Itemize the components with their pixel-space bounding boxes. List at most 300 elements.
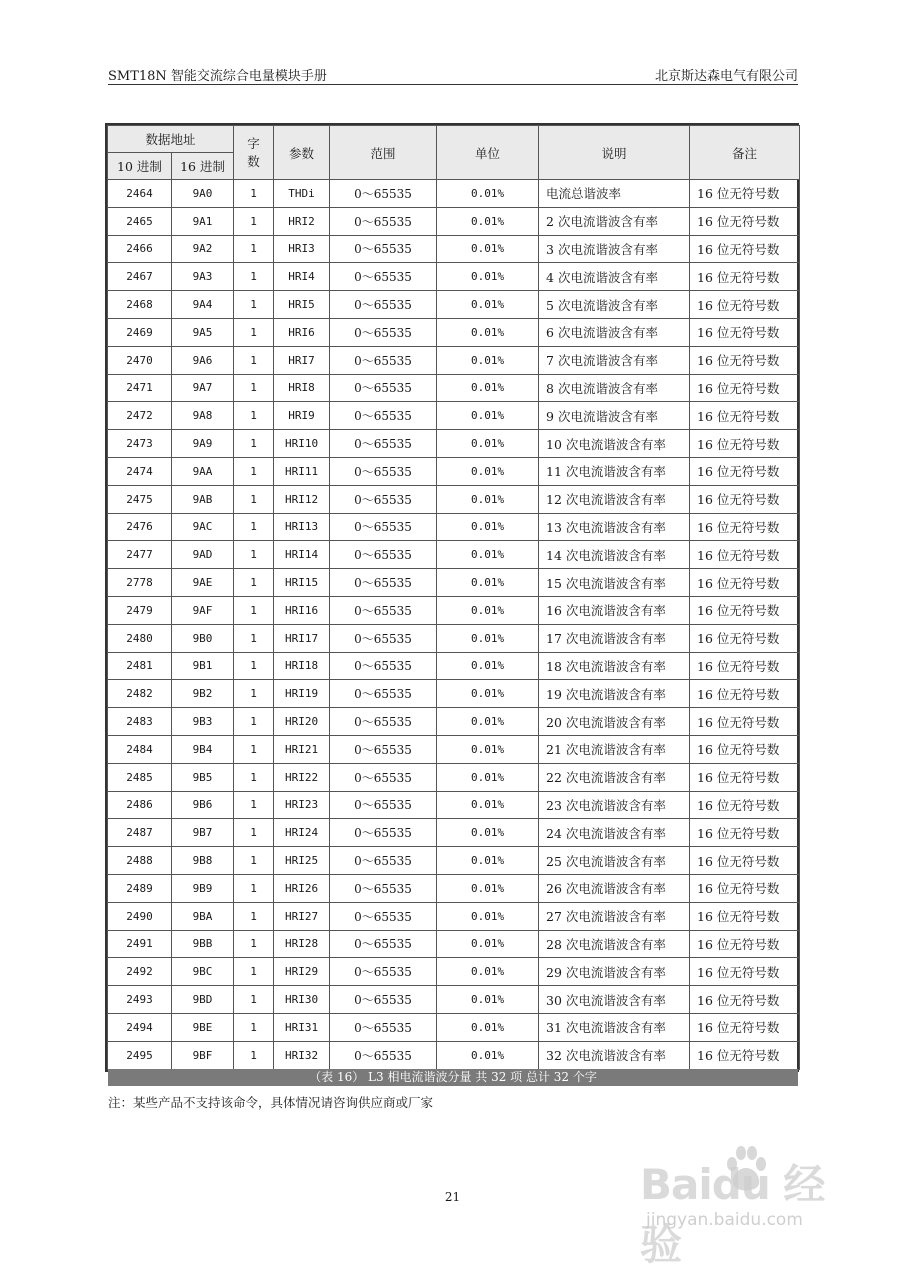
cell-note: 16 位无符号数 bbox=[690, 652, 800, 680]
cell-dec: 2465 bbox=[108, 207, 172, 235]
cell-hex: 9A8 bbox=[172, 402, 234, 430]
cell-range: 0～65535 bbox=[330, 235, 437, 263]
cell-range: 0～65535 bbox=[330, 569, 437, 597]
cell-hex: 9B6 bbox=[172, 791, 234, 819]
cell-words: 1 bbox=[234, 624, 274, 652]
cell-desc: 19 次电流谐波含有率 bbox=[539, 680, 690, 708]
cell-hex: 9A1 bbox=[172, 207, 234, 235]
cell-desc: 12 次电流谐波含有率 bbox=[539, 485, 690, 513]
cell-unit: 0.01% bbox=[437, 346, 539, 374]
table-row bbox=[108, 708, 800, 736]
cell-param: HRI7 bbox=[274, 346, 330, 374]
cell-param: HRI16 bbox=[274, 596, 330, 624]
cell-hex: 9A0 bbox=[172, 180, 234, 208]
table-row bbox=[108, 457, 800, 485]
cell-hex: 9AB bbox=[172, 485, 234, 513]
cell-range: 0～65535 bbox=[330, 596, 437, 624]
cell-desc: 26 次电流谐波含有率 bbox=[539, 874, 690, 902]
cell-hex: 9AC bbox=[172, 513, 234, 541]
cell-unit: 0.01% bbox=[437, 291, 539, 319]
cell-note: 16 位无符号数 bbox=[690, 791, 800, 819]
cell-desc: 13 次电流谐波含有率 bbox=[539, 513, 690, 541]
cell-note: 16 位无符号数 bbox=[690, 291, 800, 319]
cell-desc: 29 次电流谐波含有率 bbox=[539, 958, 690, 986]
cell-note: 16 位无符号数 bbox=[690, 624, 800, 652]
cell-range: 0～65535 bbox=[330, 374, 437, 402]
cell-range: 0～65535 bbox=[330, 513, 437, 541]
cell-unit: 0.01% bbox=[437, 874, 539, 902]
cell-hex: 9A4 bbox=[172, 291, 234, 319]
cell-note: 16 位无符号数 bbox=[690, 596, 800, 624]
cell-range: 0～65535 bbox=[330, 958, 437, 986]
cell-param: HRI10 bbox=[274, 430, 330, 458]
cell-hex: 9B1 bbox=[172, 652, 234, 680]
cell-words: 1 bbox=[234, 596, 274, 624]
cell-dec: 2485 bbox=[108, 763, 172, 791]
table-row bbox=[108, 624, 800, 652]
cell-range: 0～65535 bbox=[330, 402, 437, 430]
watermark-main: Baidu 经验 bbox=[640, 1160, 825, 1269]
cell-hex: 9A3 bbox=[172, 263, 234, 291]
cell-desc: 电流总谐波率 bbox=[539, 180, 690, 208]
cell-note: 16 位无符号数 bbox=[690, 958, 800, 986]
cell-unit: 0.01% bbox=[437, 735, 539, 763]
cell-unit: 0.01% bbox=[437, 1041, 539, 1069]
table-row bbox=[108, 986, 800, 1014]
cell-param: HRI19 bbox=[274, 680, 330, 708]
cell-note: 16 位无符号数 bbox=[690, 263, 800, 291]
cell-hex: 9BF bbox=[172, 1041, 234, 1069]
cell-words: 1 bbox=[234, 735, 274, 763]
header-address: 数据地址 bbox=[108, 126, 234, 153]
cell-range: 0～65535 bbox=[330, 291, 437, 319]
cell-range: 0～65535 bbox=[330, 180, 437, 208]
cell-param: HRI26 bbox=[274, 874, 330, 902]
cell-hex: 9BE bbox=[172, 1013, 234, 1041]
cell-range: 0～65535 bbox=[330, 708, 437, 736]
cell-hex: 9AD bbox=[172, 541, 234, 569]
cell-words: 1 bbox=[234, 1041, 274, 1069]
manual-title: SMT18N 智能交流综合电量模块手册 bbox=[108, 69, 327, 84]
cell-dec: 2469 bbox=[108, 318, 172, 346]
cell-param: HRI25 bbox=[274, 847, 330, 875]
table-row bbox=[108, 180, 800, 208]
header-range: 范围 bbox=[330, 126, 437, 180]
table-row bbox=[108, 374, 800, 402]
cell-param: HRI2 bbox=[274, 207, 330, 235]
cell-words: 1 bbox=[234, 986, 274, 1014]
cell-range: 0～65535 bbox=[330, 874, 437, 902]
cell-range: 0～65535 bbox=[330, 1041, 437, 1069]
table-row bbox=[108, 263, 800, 291]
cell-range: 0～65535 bbox=[330, 541, 437, 569]
cell-unit: 0.01% bbox=[437, 652, 539, 680]
cell-note: 16 位无符号数 bbox=[690, 457, 800, 485]
cell-words: 1 bbox=[234, 207, 274, 235]
cell-hex: 9A6 bbox=[172, 346, 234, 374]
cell-unit: 0.01% bbox=[437, 763, 539, 791]
cell-words: 1 bbox=[234, 791, 274, 819]
table-row bbox=[108, 680, 800, 708]
cell-note: 16 位无符号数 bbox=[690, 763, 800, 791]
cell-note: 16 位无符号数 bbox=[690, 402, 800, 430]
cell-note: 16 位无符号数 bbox=[690, 874, 800, 902]
table-row bbox=[108, 207, 800, 235]
cell-param: HRI23 bbox=[274, 791, 330, 819]
table-row bbox=[108, 958, 800, 986]
cell-desc: 14 次电流谐波含有率 bbox=[539, 541, 690, 569]
cell-dec: 2494 bbox=[108, 1013, 172, 1041]
cell-words: 1 bbox=[234, 430, 274, 458]
cell-dec: 2464 bbox=[108, 180, 172, 208]
register-table bbox=[107, 125, 800, 1070]
cell-dec: 2483 bbox=[108, 708, 172, 736]
table-row bbox=[108, 402, 800, 430]
table-row bbox=[108, 430, 800, 458]
cell-note: 16 位无符号数 bbox=[690, 485, 800, 513]
cell-desc: 25 次电流谐波含有率 bbox=[539, 847, 690, 875]
cell-dec: 2486 bbox=[108, 791, 172, 819]
cell-range: 0～65535 bbox=[330, 318, 437, 346]
cell-note: 16 位无符号数 bbox=[690, 346, 800, 374]
cell-words: 1 bbox=[234, 263, 274, 291]
table-row bbox=[108, 291, 800, 319]
cell-words: 1 bbox=[234, 346, 274, 374]
cell-param: HRI6 bbox=[274, 318, 330, 346]
table-row bbox=[108, 902, 800, 930]
cell-desc: 28 次电流谐波含有率 bbox=[539, 930, 690, 958]
cell-desc: 4 次电流谐波含有率 bbox=[539, 263, 690, 291]
cell-unit: 0.01% bbox=[437, 819, 539, 847]
table-row bbox=[108, 1041, 800, 1069]
cell-param: HRI28 bbox=[274, 930, 330, 958]
cell-hex: 9A2 bbox=[172, 235, 234, 263]
cell-words: 1 bbox=[234, 874, 274, 902]
cell-desc: 8 次电流谐波含有率 bbox=[539, 374, 690, 402]
cell-hex: 9A9 bbox=[172, 430, 234, 458]
table-row bbox=[108, 569, 800, 597]
cell-words: 1 bbox=[234, 958, 274, 986]
table-row bbox=[108, 541, 800, 569]
cell-words: 1 bbox=[234, 1013, 274, 1041]
cell-dec: 2493 bbox=[108, 986, 172, 1014]
cell-unit: 0.01% bbox=[437, 180, 539, 208]
cell-dec: 2491 bbox=[108, 930, 172, 958]
cell-words: 1 bbox=[234, 652, 274, 680]
cell-dec: 2484 bbox=[108, 735, 172, 763]
cell-words: 1 bbox=[234, 457, 274, 485]
cell-desc: 31 次电流谐波含有率 bbox=[539, 1013, 690, 1041]
cell-param: HRI17 bbox=[274, 624, 330, 652]
cell-param: THDi bbox=[274, 180, 330, 208]
cell-words: 1 bbox=[234, 318, 274, 346]
cell-unit: 0.01% bbox=[437, 457, 539, 485]
cell-dec: 2480 bbox=[108, 624, 172, 652]
cell-param: HRI22 bbox=[274, 763, 330, 791]
cell-param: HRI4 bbox=[274, 263, 330, 291]
cell-param: HRI5 bbox=[274, 291, 330, 319]
table-row bbox=[108, 763, 800, 791]
cell-hex: 9BB bbox=[172, 930, 234, 958]
cell-dec: 2490 bbox=[108, 902, 172, 930]
cell-param: HRI27 bbox=[274, 902, 330, 930]
table-row bbox=[108, 235, 800, 263]
cell-unit: 0.01% bbox=[437, 541, 539, 569]
cell-note: 16 位无符号数 bbox=[690, 930, 800, 958]
cell-desc: 23 次电流谐波含有率 bbox=[539, 791, 690, 819]
table-row bbox=[108, 346, 800, 374]
cell-note: 16 位无符号数 bbox=[690, 207, 800, 235]
cell-unit: 0.01% bbox=[437, 485, 539, 513]
cell-unit: 0.01% bbox=[437, 958, 539, 986]
cell-range: 0～65535 bbox=[330, 847, 437, 875]
cell-desc: 20 次电流谐波含有率 bbox=[539, 708, 690, 736]
header-param: 参数 bbox=[274, 126, 330, 180]
cell-param: HRI14 bbox=[274, 541, 330, 569]
cell-desc: 21 次电流谐波含有率 bbox=[539, 735, 690, 763]
cell-desc: 2 次电流谐波含有率 bbox=[539, 207, 690, 235]
cell-note: 16 位无符号数 bbox=[690, 513, 800, 541]
cell-unit: 0.01% bbox=[437, 708, 539, 736]
cell-param: HRI13 bbox=[274, 513, 330, 541]
cell-unit: 0.01% bbox=[437, 791, 539, 819]
cell-unit: 0.01% bbox=[437, 680, 539, 708]
cell-words: 1 bbox=[234, 180, 274, 208]
page-number: 21 bbox=[444, 1190, 461, 1204]
cell-dec: 2466 bbox=[108, 235, 172, 263]
cell-unit: 0.01% bbox=[437, 235, 539, 263]
cell-desc: 11 次电流谐波含有率 bbox=[539, 457, 690, 485]
cell-hex: 9B7 bbox=[172, 819, 234, 847]
cell-note: 16 位无符号数 bbox=[690, 819, 800, 847]
cell-note: 16 位无符号数 bbox=[690, 569, 800, 597]
cell-note: 16 位无符号数 bbox=[690, 541, 800, 569]
cell-unit: 0.01% bbox=[437, 569, 539, 597]
cell-param: HRI15 bbox=[274, 569, 330, 597]
cell-note: 16 位无符号数 bbox=[690, 235, 800, 263]
cell-hex: 9BA bbox=[172, 902, 234, 930]
cell-hex: 9B2 bbox=[172, 680, 234, 708]
table-row bbox=[108, 930, 800, 958]
cell-range: 0～65535 bbox=[330, 986, 437, 1014]
cell-dec: 2467 bbox=[108, 263, 172, 291]
cell-desc: 30 次电流谐波含有率 bbox=[539, 986, 690, 1014]
cell-range: 0～65535 bbox=[330, 346, 437, 374]
cell-dec: 2476 bbox=[108, 513, 172, 541]
table-row bbox=[108, 652, 800, 680]
cell-hex: 9B5 bbox=[172, 763, 234, 791]
cell-dec: 2489 bbox=[108, 874, 172, 902]
cell-dec: 2488 bbox=[108, 847, 172, 875]
cell-desc: 18 次电流谐波含有率 bbox=[539, 652, 690, 680]
header-desc: 说明 bbox=[539, 126, 690, 180]
cell-param: HRI31 bbox=[274, 1013, 330, 1041]
cell-param: HRI30 bbox=[274, 986, 330, 1014]
cell-dec: 2474 bbox=[108, 457, 172, 485]
table-row bbox=[108, 485, 800, 513]
cell-note: 16 位无符号数 bbox=[690, 902, 800, 930]
cell-desc: 9 次电流谐波含有率 bbox=[539, 402, 690, 430]
cell-desc: 15 次电流谐波含有率 bbox=[539, 569, 690, 597]
cell-dec: 2472 bbox=[108, 402, 172, 430]
cell-range: 0～65535 bbox=[330, 624, 437, 652]
cell-unit: 0.01% bbox=[437, 318, 539, 346]
cell-desc: 32 次电流谐波含有率 bbox=[539, 1041, 690, 1069]
cell-range: 0～65535 bbox=[330, 680, 437, 708]
cell-dec: 2473 bbox=[108, 430, 172, 458]
cell-dec: 2495 bbox=[108, 1041, 172, 1069]
cell-desc: 16 次电流谐波含有率 bbox=[539, 596, 690, 624]
cell-param: HRI29 bbox=[274, 958, 330, 986]
cell-range: 0～65535 bbox=[330, 791, 437, 819]
cell-hex: 9A5 bbox=[172, 318, 234, 346]
table-row bbox=[108, 819, 800, 847]
cell-note: 16 位无符号数 bbox=[690, 430, 800, 458]
header-words-text: 字数 bbox=[247, 135, 260, 169]
cell-range: 0～65535 bbox=[330, 263, 437, 291]
cell-words: 1 bbox=[234, 847, 274, 875]
cell-dec: 2487 bbox=[108, 819, 172, 847]
cell-param: HRI3 bbox=[274, 235, 330, 263]
cell-unit: 0.01% bbox=[437, 847, 539, 875]
cell-desc: 3 次电流谐波含有率 bbox=[539, 235, 690, 263]
cell-words: 1 bbox=[234, 708, 274, 736]
cell-unit: 0.01% bbox=[437, 263, 539, 291]
cell-dec: 2471 bbox=[108, 374, 172, 402]
cell-hex: 9B8 bbox=[172, 847, 234, 875]
cell-unit: 0.01% bbox=[437, 374, 539, 402]
cell-param: HRI9 bbox=[274, 402, 330, 430]
cell-range: 0～65535 bbox=[330, 652, 437, 680]
cell-hex: 9AE bbox=[172, 569, 234, 597]
cell-dec: 2477 bbox=[108, 541, 172, 569]
cell-param: HRI8 bbox=[274, 374, 330, 402]
cell-unit: 0.01% bbox=[437, 902, 539, 930]
cell-words: 1 bbox=[234, 374, 274, 402]
cell-words: 1 bbox=[234, 902, 274, 930]
cell-range: 0～65535 bbox=[330, 735, 437, 763]
cell-note: 16 位无符号数 bbox=[690, 180, 800, 208]
table-row bbox=[108, 847, 800, 875]
cell-param: HRI20 bbox=[274, 708, 330, 736]
cell-param: HRI12 bbox=[274, 485, 330, 513]
cell-words: 1 bbox=[234, 485, 274, 513]
cell-desc: 7 次电流谐波含有率 bbox=[539, 346, 690, 374]
page-header bbox=[108, 60, 798, 85]
header-dec: 10 进制 bbox=[108, 153, 172, 180]
cell-words: 1 bbox=[234, 291, 274, 319]
cell-desc: 22 次电流谐波含有率 bbox=[539, 763, 690, 791]
cell-param: HRI21 bbox=[274, 735, 330, 763]
header-hex: 16 进制 bbox=[172, 153, 234, 180]
cell-words: 1 bbox=[234, 235, 274, 263]
cell-dec: 2475 bbox=[108, 485, 172, 513]
cell-dec: 2482 bbox=[108, 680, 172, 708]
table-row bbox=[108, 318, 800, 346]
cell-note: 16 位无符号数 bbox=[690, 1013, 800, 1041]
cell-unit: 0.01% bbox=[437, 1013, 539, 1041]
cell-unit: 0.01% bbox=[437, 207, 539, 235]
cell-unit: 0.01% bbox=[437, 430, 539, 458]
cell-note: 16 位无符号数 bbox=[690, 986, 800, 1014]
table-row bbox=[108, 874, 800, 902]
cell-words: 1 bbox=[234, 930, 274, 958]
cell-desc: 27 次电流谐波含有率 bbox=[539, 902, 690, 930]
cell-param: HRI18 bbox=[274, 652, 330, 680]
table-row bbox=[108, 1013, 800, 1041]
cell-words: 1 bbox=[234, 541, 274, 569]
cell-desc: 17 次电流谐波含有率 bbox=[539, 624, 690, 652]
cell-hex: 9BD bbox=[172, 986, 234, 1014]
cell-param: HRI11 bbox=[274, 457, 330, 485]
cell-hex: 9B3 bbox=[172, 708, 234, 736]
cell-range: 0～65535 bbox=[330, 902, 437, 930]
register-table-container bbox=[105, 123, 799, 1072]
cell-words: 1 bbox=[234, 402, 274, 430]
table-row bbox=[108, 513, 800, 541]
cell-note: 16 位无符号数 bbox=[690, 735, 800, 763]
cell-dec: 2492 bbox=[108, 958, 172, 986]
cell-words: 1 bbox=[234, 680, 274, 708]
cell-param: HRI24 bbox=[274, 819, 330, 847]
cell-note: 16 位无符号数 bbox=[690, 708, 800, 736]
watermark-url: jingyan.baidu.com bbox=[646, 1210, 803, 1230]
cell-note: 16 位无符号数 bbox=[690, 680, 800, 708]
cell-param: HRI32 bbox=[274, 1041, 330, 1069]
cell-words: 1 bbox=[234, 763, 274, 791]
table-caption: （表 16） L3 相电流谐波分量 共 32 项 总计 32 个字 bbox=[108, 1069, 798, 1086]
cell-unit: 0.01% bbox=[437, 513, 539, 541]
cell-unit: 0.01% bbox=[437, 596, 539, 624]
header-words bbox=[234, 126, 274, 180]
cell-unit: 0.01% bbox=[437, 624, 539, 652]
table-row bbox=[108, 735, 800, 763]
cell-unit: 0.01% bbox=[437, 986, 539, 1014]
cell-note: 16 位无符号数 bbox=[690, 318, 800, 346]
header-note: 备注 bbox=[690, 126, 800, 180]
cell-dec: 2778 bbox=[108, 569, 172, 597]
cell-note: 16 位无符号数 bbox=[690, 847, 800, 875]
cell-note: 16 位无符号数 bbox=[690, 1041, 800, 1069]
cell-hex: 9A7 bbox=[172, 374, 234, 402]
cell-words: 1 bbox=[234, 513, 274, 541]
cell-hex: 9B4 bbox=[172, 735, 234, 763]
table-body bbox=[108, 180, 800, 1070]
cell-desc: 10 次电流谐波含有率 bbox=[539, 430, 690, 458]
cell-desc: 24 次电流谐波含有率 bbox=[539, 819, 690, 847]
cell-unit: 0.01% bbox=[437, 402, 539, 430]
cell-dec: 2479 bbox=[108, 596, 172, 624]
company-name: 北京斯达森电气有限公司 bbox=[654, 69, 798, 84]
cell-words: 1 bbox=[234, 569, 274, 597]
baidu-watermark bbox=[640, 1140, 850, 1269]
cell-hex: 9AF bbox=[172, 596, 234, 624]
cell-range: 0～65535 bbox=[330, 207, 437, 235]
cell-note: 16 位无符号数 bbox=[690, 374, 800, 402]
cell-desc: 5 次电流谐波含有率 bbox=[539, 291, 690, 319]
cell-hex: 9B9 bbox=[172, 874, 234, 902]
cell-range: 0～65535 bbox=[330, 430, 437, 458]
header-unit: 单位 bbox=[437, 126, 539, 180]
cell-desc: 6 次电流谐波含有率 bbox=[539, 318, 690, 346]
footnote: 注：某些产品不支持该命令，具体情况请咨询供应商或厂家 bbox=[108, 1095, 434, 1110]
cell-range: 0～65535 bbox=[330, 930, 437, 958]
cell-range: 0～65535 bbox=[330, 763, 437, 791]
cell-range: 0～65535 bbox=[330, 1013, 437, 1041]
cell-range: 0～65535 bbox=[330, 457, 437, 485]
cell-dec: 2481 bbox=[108, 652, 172, 680]
cell-range: 0～65535 bbox=[330, 485, 437, 513]
